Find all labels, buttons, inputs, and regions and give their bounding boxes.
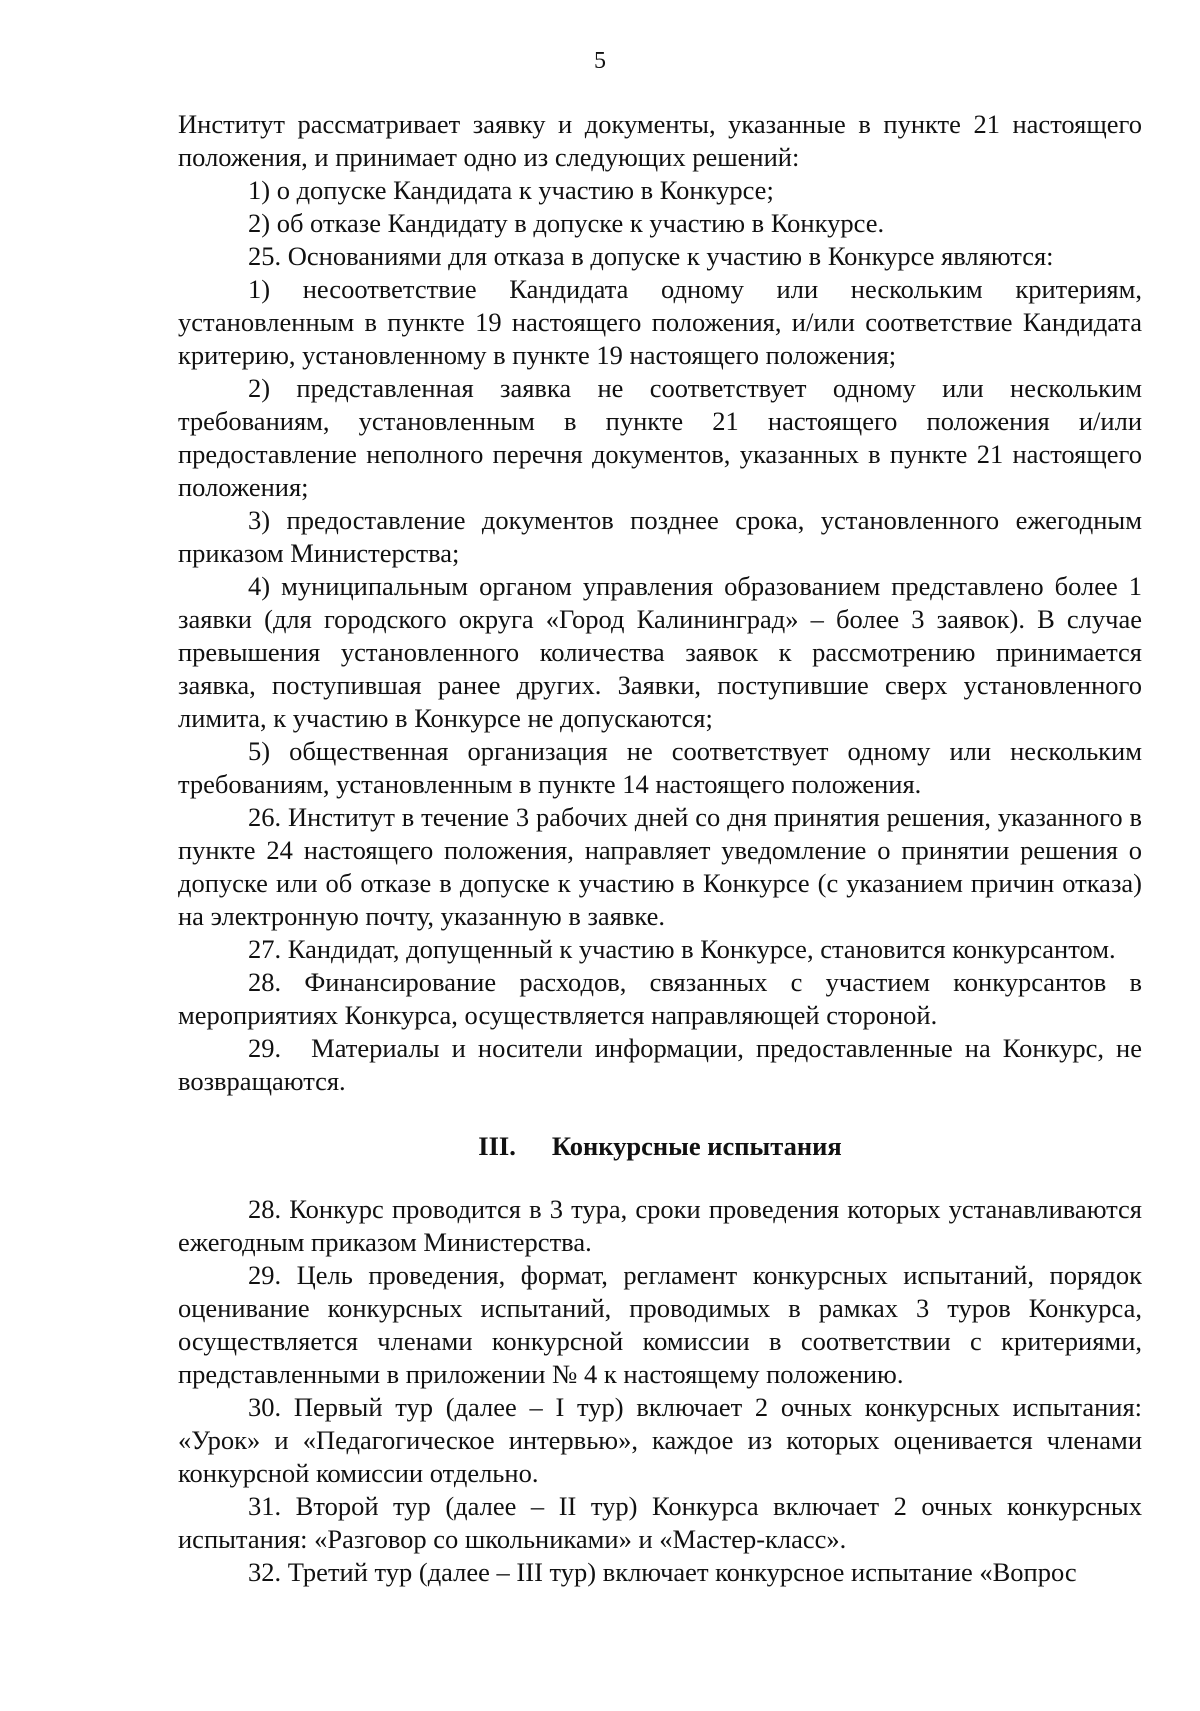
paragraph: 1) несоответствие Кандидата одному или нескольким критериям, установленным в пункте 19 настоящего положения, и/или соответствие Кандидата критерию, установленному в пункте 19 настоящего положения; bbox=[178, 274, 1142, 370]
paragraph: 2) представленная заявка не соответствует одному или нескольким требованиям, установленным в пункте 21 настоящего положения и/или предоставление неполного перечня документов, указанных в пункте 21 настоящего положения; bbox=[178, 373, 1142, 502]
paragraph: 28. Финансирование расходов, связанных с участием конкурсантов в мероприятиях Конкурса, осуществляется направляющей стороной. bbox=[178, 967, 1142, 1030]
document-body bbox=[178, 108, 1142, 1589]
paragraph: 29. Цель проведения, формат, регламент конкурсных испытаний, порядок оценивание конкурсных испытаний, проводимых в рамках 3 туров Конкурса, осуществляется членами конкурсной комиссии в соответствии с критериями, представленными в приложении № 4 к настоящему положению. bbox=[178, 1260, 1142, 1389]
paragraph: 25. Основаниями для отказа в допуске к участию в Конкурсе являются: bbox=[248, 241, 1054, 271]
section-number: III. bbox=[478, 1131, 516, 1161]
paragraph: 32. Третий тур (далее – III тур) включает конкурсное испытание «Вопрос bbox=[248, 1557, 1077, 1587]
paragraph: 4) муниципальным органом управления образованием представлено более 1 заявки (для городского округа «Город Калининград» – более 3 заявок). В случае превышения установленного количества заявок к рассмотрению принимается заявка, поступившая ранее других. Заявки, поступившие сверх установленного лимита, к участию в Конкурсе не допускаются; bbox=[178, 571, 1142, 733]
section-title: Конкурсные испытания bbox=[551, 1131, 842, 1161]
paragraphs-part2 bbox=[178, 1193, 1142, 1589]
paragraph: 26. Институт в течение 3 рабочих дней со дня принятия решения, указанного в пункте 24 настоящего положения, направляет уведомление о принятии решения о допуске или об отказе в допуске к участию в Конкурсе (с указанием причин отказа) на электронную почту, указанную в заявке. bbox=[178, 802, 1142, 931]
paragraph-29 bbox=[178, 1032, 1142, 1098]
paragraph: 3) предоставление документов позднее срока, установленного ежегодным приказом Министерства; bbox=[178, 505, 1142, 568]
page-number: 5 bbox=[594, 48, 606, 74]
paragraph: 2) об отказе Кандидату в допуске к участию в Конкурсе. bbox=[248, 208, 885, 238]
paragraph: Институт рассматривает заявку и документы, указанные в пункте 21 настоящего положения, и принимает одно из следующих решений: bbox=[178, 109, 1142, 172]
paragraph: 1) о допуске Кандидата к участию в Конкурсе; bbox=[248, 175, 774, 205]
paragraph: 5) общественная организация не соответствует одному или нескольким требованиям, установленным в пункте 14 настоящего положения. bbox=[178, 736, 1142, 799]
paragraph: 31. Второй тур (далее – II тур) Конкурса включает 2 очных конкурсных испытания: «Разговор со школьниками» и «Мастер-класс». bbox=[178, 1491, 1142, 1554]
paragraph: 28. Конкурс проводится в 3 тура, сроки проведения которых устанавливаются ежегодным приказом Министерства. bbox=[178, 1194, 1142, 1257]
paragraph-29-number: 29. bbox=[248, 1033, 282, 1063]
paragraph: 30. Первый тур (далее – I тур) включает 2 очных конкурсных испытания: «Урок» и «Педагогическое интервью», каждое из которых оценивается членами конкурсной комиссии отдельно. bbox=[178, 1392, 1142, 1488]
paragraphs-part1 bbox=[178, 108, 1142, 1032]
paragraph-29-text: Материалы и носители информации, предоставленные на Конкурс, не возвращаются. bbox=[178, 1033, 1142, 1096]
section-heading bbox=[178, 1130, 1142, 1163]
paragraph: 27. Кандидат, допущенный к участию в Конкурсе, становится конкурсантом. bbox=[248, 934, 1116, 964]
